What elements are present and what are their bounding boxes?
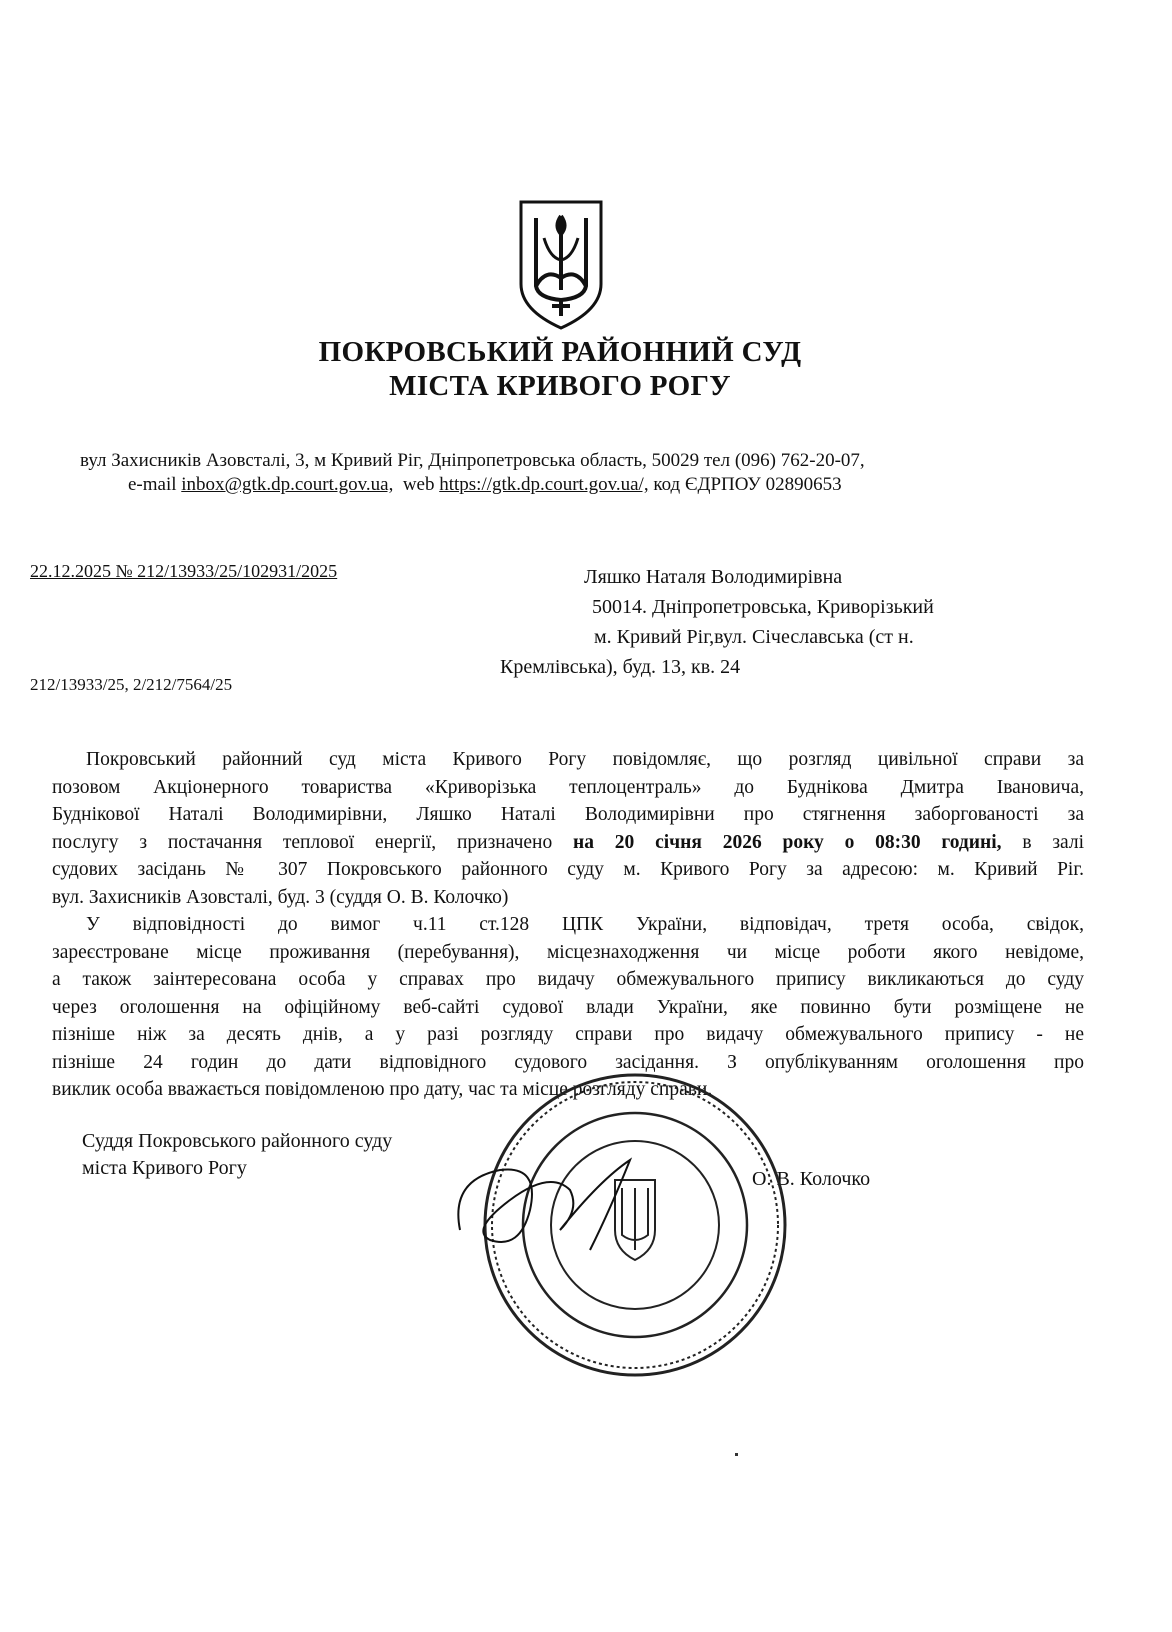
text-line: виклик особа вважається повідомленою про дату, час та місце розгляду справи. bbox=[52, 1079, 713, 1100]
text-line: судових засідань № 307 Покровського районного суду м. Кривого Рогу за адресою: м. Кривий Ріг. bbox=[52, 859, 1084, 880]
judge-title-line: Суддя Покровського районного суду bbox=[82, 1130, 393, 1152]
scan-speck bbox=[735, 1453, 738, 1456]
recipient-address-line: м. Кривий Ріг,вул. Січеславська (ст н. bbox=[594, 626, 914, 648]
trident-emblem-icon bbox=[516, 198, 606, 332]
judge-name: О. В. Колочко bbox=[752, 1168, 871, 1190]
email-link[interactable]: inbox@gtk.dp.court.gov.ua, bbox=[181, 474, 394, 495]
web-link[interactable]: https://gtk.dp.court.gov.ua/, bbox=[439, 474, 649, 495]
court-name-line1: ПОКРОВСЬКИЙ РАЙОННИЙ СУД bbox=[318, 336, 802, 368]
judge-title bbox=[82, 1128, 392, 1182]
text-line: пізніше ніж за десять днів, а у разі розгляду справи про видачу обмежувального припису - не bbox=[52, 1024, 1084, 1045]
text-line: Покровський районний суд міста Кривого Рогу повідомляє, що розгляд цивільної справи за bbox=[86, 749, 1084, 770]
text-line bbox=[52, 829, 1084, 857]
hearing-datetime: на 20 січня 2026 року о 08:30 годині, bbox=[573, 831, 1002, 853]
case-references: 212/13933/25, 2/212/7564/25 bbox=[30, 675, 233, 694]
text-line: вул. Захисників Азовсталі, буд. 3 (суддя О. В. Колочко) bbox=[52, 886, 509, 908]
recipient-name: Ляшко Наталя Володимирівна bbox=[584, 566, 843, 588]
text-segment: в залі bbox=[1022, 831, 1085, 853]
court-name-line2: МІСТА КРИВОГО РОГУ bbox=[389, 370, 731, 402]
text-line: У відповідності до вимог ч.11 ст.128 ЦПК України, відповідач, третя особа, свідок, bbox=[86, 914, 1084, 935]
edrpou-code: код ЄДРПОУ 02890653 bbox=[653, 474, 842, 495]
text-segment: послугу з постачання теплової енергії, призначено bbox=[52, 831, 553, 853]
text-line: пізніше 24 годин до дати відповідного судового засідання. З опублікуванням оголошення про bbox=[52, 1051, 1084, 1073]
text-line: через оголошення на офіційному веб-сайті судової влади України, яке повинно бути розміщене не bbox=[52, 996, 1084, 1018]
text-line: позовом Акціонерного товариства «Криворізька теплоцентраль» до Буднікова Дмитра Івановича, bbox=[52, 776, 1084, 798]
court-contacts bbox=[128, 474, 842, 496]
text-line: зареєстроване місце проживання (перебування), місцезнаходження чи місце роботи якого невідоме, bbox=[52, 941, 1084, 963]
email-label: e-mail bbox=[128, 474, 177, 495]
court-address: вул Захисників Азовсталі, 3, м Кривий Ріг, Дніпропетровська область, 50029 тел (096) 762-20-07, bbox=[80, 450, 865, 471]
recipient-address-line: Кремлівська), буд. 13, кв. 24 bbox=[500, 656, 741, 678]
text-line: Буднікової Наталі Володимирівни, Ляшко Наталі Володимирівни про стягнення заборгованості за bbox=[52, 804, 1084, 825]
signature bbox=[440, 1140, 670, 1260]
recipient-address-line: 50014. Дніпропетровська, Криворізький bbox=[592, 596, 934, 618]
letter-date-number: 22.12.2025 № 212/13933/25/102931/2025 bbox=[30, 561, 338, 581]
paragraph-notice bbox=[52, 746, 1084, 911]
judge-title-line: міста Кривого Рогу bbox=[82, 1157, 247, 1179]
text-line: а також заінтересована особа у справах про видачу обмежувального припису викликаються до суду bbox=[52, 969, 1084, 990]
web-label: web bbox=[402, 474, 435, 495]
